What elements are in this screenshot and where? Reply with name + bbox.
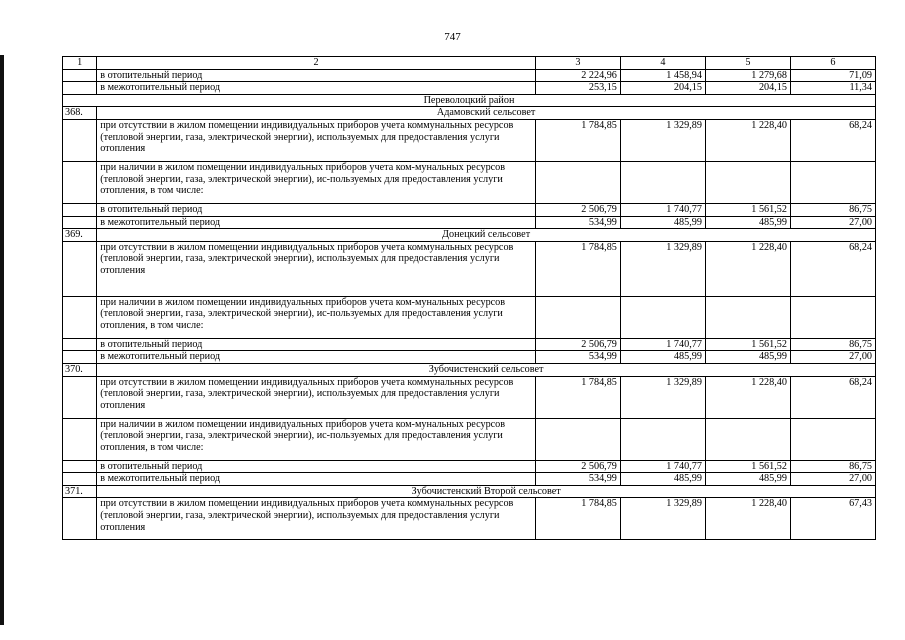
section-number: 369. <box>63 229 97 242</box>
section-number: 368. <box>63 107 97 120</box>
value-cell-col3: 253,15 <box>535 82 620 95</box>
row-number-cell <box>63 418 97 460</box>
value-cell-col4 <box>620 418 705 460</box>
tariff-period-row <box>63 216 876 229</box>
value-cell-col4: 1 740,77 <box>620 460 705 473</box>
district-row <box>63 94 876 107</box>
row-number-cell <box>63 473 97 486</box>
value-cell-col4: 1 329,89 <box>620 376 705 418</box>
tariff-condition-row <box>63 296 876 338</box>
value-cell-col5: 1 561,52 <box>705 460 790 473</box>
row-number-cell <box>63 460 97 473</box>
tariff-condition-row <box>63 376 876 418</box>
value-cell-col4: 1 740,77 <box>620 338 705 351</box>
value-cell-col6: 86,75 <box>790 460 875 473</box>
value-cell-col3: 2 506,79 <box>535 460 620 473</box>
tariff-table-body <box>63 57 876 540</box>
column-header-4: 4 <box>620 57 705 70</box>
scan-edge-bar <box>0 55 4 625</box>
value-cell-col6: 68,24 <box>790 119 875 161</box>
tariff-table <box>62 56 876 540</box>
row-label: в отопительный период <box>97 203 536 216</box>
section-title: Зубочистенский сельсовет <box>97 363 876 376</box>
column-number-header-row <box>63 57 876 70</box>
value-cell-col3 <box>535 418 620 460</box>
row-number-cell <box>63 82 97 95</box>
value-cell-col5: 485,99 <box>705 216 790 229</box>
row-label: в межотопительный период <box>97 473 536 486</box>
value-cell-col3 <box>535 296 620 338</box>
tariff-period-row <box>63 473 876 486</box>
column-header-6: 6 <box>790 57 875 70</box>
value-cell-col3: 1 784,85 <box>535 241 620 296</box>
row-label: в отопительный период <box>97 338 536 351</box>
value-cell-col5 <box>705 296 790 338</box>
value-cell-col5: 204,15 <box>705 82 790 95</box>
value-cell-col6: 86,75 <box>790 338 875 351</box>
value-cell-col5: 1 279,68 <box>705 69 790 82</box>
value-cell-col4: 1 329,89 <box>620 241 705 296</box>
row-number-cell <box>63 216 97 229</box>
row-label: в межотопительный период <box>97 351 536 364</box>
section-row <box>63 485 876 498</box>
row-label: при наличии в жилом помещении индивидуальных приборов учета ком-мунальных ресурсов (тепловой энергии, газа, электрической энергии), ис-пользуемых для предоставления услуги отопления, в том числе: <box>97 296 536 338</box>
value-cell-col3: 534,99 <box>535 351 620 364</box>
tariff-condition-row <box>63 161 876 203</box>
tariff-period-row <box>63 69 876 82</box>
tariff-period-row <box>63 351 876 364</box>
row-label: при отсутствии в жилом помещении индивидуальных приборов учета коммунальных ресурсов (тепловой энергии, газа, электрической энергии), используемых для предоставления услуги отопления <box>97 498 536 540</box>
row-label: в межотопительный период <box>97 216 536 229</box>
value-cell-col5: 1 228,40 <box>705 241 790 296</box>
value-cell-col5: 1 228,40 <box>705 376 790 418</box>
value-cell-col4: 1 740,77 <box>620 203 705 216</box>
section-title: Адамовский сельсовет <box>97 107 876 120</box>
tariff-condition-row <box>63 418 876 460</box>
row-label: в отопительный период <box>97 460 536 473</box>
value-cell-col3: 2 506,79 <box>535 338 620 351</box>
section-number: 371. <box>63 485 97 498</box>
value-cell-col4: 485,99 <box>620 473 705 486</box>
tariff-period-row <box>63 460 876 473</box>
value-cell-col4 <box>620 161 705 203</box>
value-cell-col4: 485,99 <box>620 351 705 364</box>
row-label: в межотопительный период <box>97 82 536 95</box>
value-cell-col3: 2 224,96 <box>535 69 620 82</box>
value-cell-col4: 1 329,89 <box>620 119 705 161</box>
row-number-cell <box>63 203 97 216</box>
column-header-2: 2 <box>97 57 536 70</box>
tariff-period-row <box>63 338 876 351</box>
row-number-cell <box>63 296 97 338</box>
value-cell-col6: 86,75 <box>790 203 875 216</box>
section-number: 370. <box>63 363 97 376</box>
row-number-cell <box>63 69 97 82</box>
value-cell-col3: 534,99 <box>535 473 620 486</box>
value-cell-col6: 27,00 <box>790 216 875 229</box>
row-number-cell <box>63 338 97 351</box>
section-row <box>63 107 876 120</box>
value-cell-col3: 1 784,85 <box>535 376 620 418</box>
value-cell-col6: 11,34 <box>790 82 875 95</box>
section-title: Зубочистенский Второй сельсовет <box>97 485 876 498</box>
value-cell-col4: 204,15 <box>620 82 705 95</box>
column-header-1: 1 <box>63 57 97 70</box>
row-number-cell <box>63 376 97 418</box>
row-number-cell <box>63 119 97 161</box>
value-cell-col5: 1 561,52 <box>705 203 790 216</box>
value-cell-col3: 1 784,85 <box>535 119 620 161</box>
tariff-condition-row <box>63 498 876 540</box>
tariff-period-row <box>63 82 876 95</box>
value-cell-col3 <box>535 161 620 203</box>
row-label: при наличии в жилом помещении индивидуальных приборов учета ком-мунальных ресурсов (тепловой энергии, газа, электрической энергии), ис-пользуемых для предоставления услуги отопления, в том числе: <box>97 418 536 460</box>
row-number-cell <box>63 351 97 364</box>
row-number-cell <box>63 241 97 296</box>
section-row <box>63 229 876 242</box>
column-header-3: 3 <box>535 57 620 70</box>
row-label: при отсутствии в жилом помещении индивидуальных приборов учета коммунальных ресурсов (тепловой энергии, газа, электрической энергии), используемых для предоставления услуги отопления <box>97 376 536 418</box>
value-cell-col5: 1 228,40 <box>705 119 790 161</box>
page-number: 747 <box>444 31 461 43</box>
value-cell-col5: 485,99 <box>705 473 790 486</box>
section-title: Донецкий сельсовет <box>97 229 876 242</box>
value-cell-col5: 485,99 <box>705 351 790 364</box>
row-number-cell <box>63 161 97 203</box>
row-label: при наличии в жилом помещении индивидуальных приборов учета ком-мунальных ресурсов (тепловой энергии, газа, электрической энергии), ис-пользуемых для предоставления услуги отопления, в том числе: <box>97 161 536 203</box>
value-cell-col3: 1 784,85 <box>535 498 620 540</box>
tariff-condition-row <box>63 241 876 296</box>
value-cell-col3: 534,99 <box>535 216 620 229</box>
section-row <box>63 363 876 376</box>
value-cell-col6 <box>790 296 875 338</box>
row-label: при отсутствии в жилом помещении индивидуальных приборов учета коммунальных ресурсов (тепловой энергии, газа, электрической энергии), используемых для предоставления услуги отопления <box>97 241 536 296</box>
value-cell-col6: 27,00 <box>790 351 875 364</box>
value-cell-col5 <box>705 418 790 460</box>
value-cell-col5: 1 228,40 <box>705 498 790 540</box>
value-cell-col3: 2 506,79 <box>535 203 620 216</box>
value-cell-col6: 27,00 <box>790 473 875 486</box>
value-cell-col6: 67,43 <box>790 498 875 540</box>
value-cell-col6: 68,24 <box>790 376 875 418</box>
value-cell-col4 <box>620 296 705 338</box>
tariff-condition-row <box>63 119 876 161</box>
row-label: в отопительный период <box>97 69 536 82</box>
value-cell-col6: 71,09 <box>790 69 875 82</box>
row-number-cell <box>63 498 97 540</box>
column-header-5: 5 <box>705 57 790 70</box>
row-label: при отсутствии в жилом помещении индивидуальных приборов учета коммунальных ресурсов (тепловой энергии, газа, электрической энергии), используемых для предоставления услуги отопления <box>97 119 536 161</box>
value-cell-col4: 485,99 <box>620 216 705 229</box>
value-cell-col4: 1 458,94 <box>620 69 705 82</box>
value-cell-col5: 1 561,52 <box>705 338 790 351</box>
district-title: Переволоцкий район <box>63 94 876 107</box>
value-cell-col6 <box>790 418 875 460</box>
value-cell-col6: 68,24 <box>790 241 875 296</box>
value-cell-col6 <box>790 161 875 203</box>
value-cell-col5 <box>705 161 790 203</box>
tariff-period-row <box>63 203 876 216</box>
value-cell-col4: 1 329,89 <box>620 498 705 540</box>
